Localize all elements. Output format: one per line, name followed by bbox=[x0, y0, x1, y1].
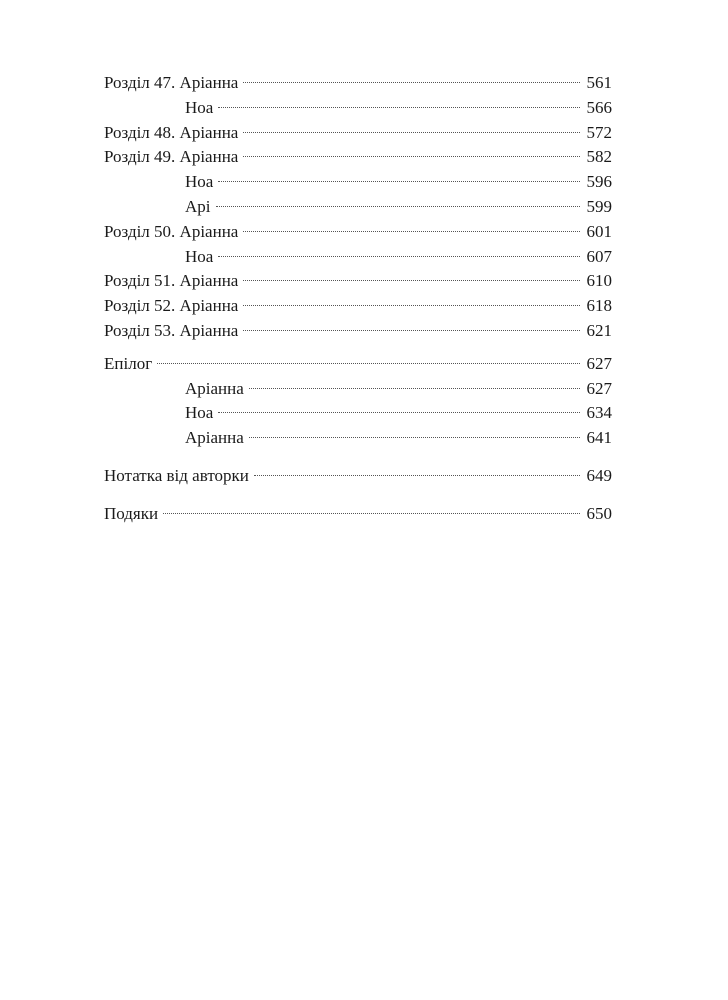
toc-entry-page: 649 bbox=[586, 465, 612, 485]
dot-leader bbox=[243, 305, 580, 306]
toc-entry-page: 650 bbox=[586, 503, 612, 523]
toc-entry-label: Ноа bbox=[185, 172, 214, 192]
toc-entry-label: Ноа bbox=[185, 246, 214, 266]
dot-leader bbox=[243, 132, 580, 133]
toc-entry-label: Розділ 53. Аріанна bbox=[104, 320, 239, 340]
dot-leader bbox=[243, 156, 580, 157]
dot-leader bbox=[163, 513, 580, 514]
dot-leader bbox=[218, 181, 580, 182]
dot-leader bbox=[243, 82, 580, 83]
toc-entry-page: 607 bbox=[586, 246, 612, 266]
dot-leader bbox=[216, 206, 581, 207]
toc-entry[interactable] bbox=[104, 121, 612, 146]
toc-entry[interactable] bbox=[104, 294, 612, 319]
toc-entry[interactable] bbox=[104, 502, 612, 527]
dot-leader bbox=[249, 437, 580, 438]
toc-entry-page: 601 bbox=[586, 221, 612, 241]
toc-subentry[interactable] bbox=[104, 401, 612, 426]
dot-leader bbox=[243, 231, 580, 232]
toc-entry-page: 582 bbox=[586, 147, 612, 167]
toc-entry-page: 610 bbox=[586, 271, 612, 291]
toc-entry-label: Розділ 48. Аріанна bbox=[104, 122, 239, 142]
toc-entry-page: 634 bbox=[586, 403, 612, 423]
toc-entry-label: Ноа bbox=[185, 97, 214, 117]
toc-entry-page: 641 bbox=[586, 428, 612, 448]
toc-entry-label: Епілог bbox=[104, 353, 153, 373]
dot-leader bbox=[218, 256, 580, 257]
toc-entry[interactable] bbox=[104, 220, 612, 245]
toc-entry-page: 572 bbox=[586, 122, 612, 142]
toc-entry-label: Аріанна bbox=[185, 428, 244, 448]
toc-subentry[interactable] bbox=[104, 245, 612, 270]
toc-entry-page: 566 bbox=[586, 97, 612, 117]
dot-leader bbox=[218, 107, 580, 108]
toc-entry-label: Арі bbox=[185, 196, 211, 216]
dot-leader bbox=[254, 475, 580, 476]
toc-entry-label: Розділ 52. Аріанна bbox=[104, 296, 239, 316]
toc-entry-page: 621 bbox=[586, 320, 612, 340]
toc-entry-label: Розділ 49. Аріанна bbox=[104, 147, 239, 167]
toc-entry-label: Розділ 51. Аріанна bbox=[104, 271, 239, 291]
toc-entry-label: Аріанна bbox=[185, 378, 244, 398]
toc-entry-label: Ноа bbox=[185, 403, 214, 423]
toc-entry[interactable] bbox=[104, 319, 612, 344]
toc-entry-label: Нотатка від авторки bbox=[104, 465, 249, 485]
dot-leader bbox=[243, 330, 580, 331]
toc-entry-page: 561 bbox=[586, 73, 612, 92]
toc-subentry[interactable] bbox=[104, 195, 612, 220]
toc-entry[interactable] bbox=[104, 71, 612, 96]
toc-subentry[interactable] bbox=[104, 170, 612, 195]
toc-subentry[interactable] bbox=[104, 426, 612, 451]
dot-leader bbox=[243, 280, 580, 281]
dot-leader bbox=[249, 388, 580, 389]
toc-entry-page: 596 bbox=[586, 172, 612, 192]
toc-subentry[interactable] bbox=[104, 96, 612, 121]
toc-entry[interactable] bbox=[104, 352, 612, 377]
table-of-contents bbox=[104, 71, 612, 527]
toc-entry-label: Подяки bbox=[104, 503, 159, 523]
toc-entry[interactable] bbox=[104, 269, 612, 294]
toc-entry[interactable] bbox=[104, 145, 612, 170]
toc-entry-page: 599 bbox=[586, 196, 612, 216]
dot-leader bbox=[218, 412, 580, 413]
dot-leader bbox=[157, 363, 580, 364]
toc-entry-page: 627 bbox=[586, 353, 612, 373]
toc-entry-page: 627 bbox=[586, 378, 612, 398]
toc-entry-page: 618 bbox=[586, 296, 612, 316]
toc-subentry[interactable] bbox=[104, 377, 612, 402]
toc-entry-label: Розділ 47. Аріанна bbox=[104, 73, 239, 92]
toc-entry-label: Розділ 50. Аріанна bbox=[104, 221, 239, 241]
toc-entry[interactable] bbox=[104, 464, 612, 489]
